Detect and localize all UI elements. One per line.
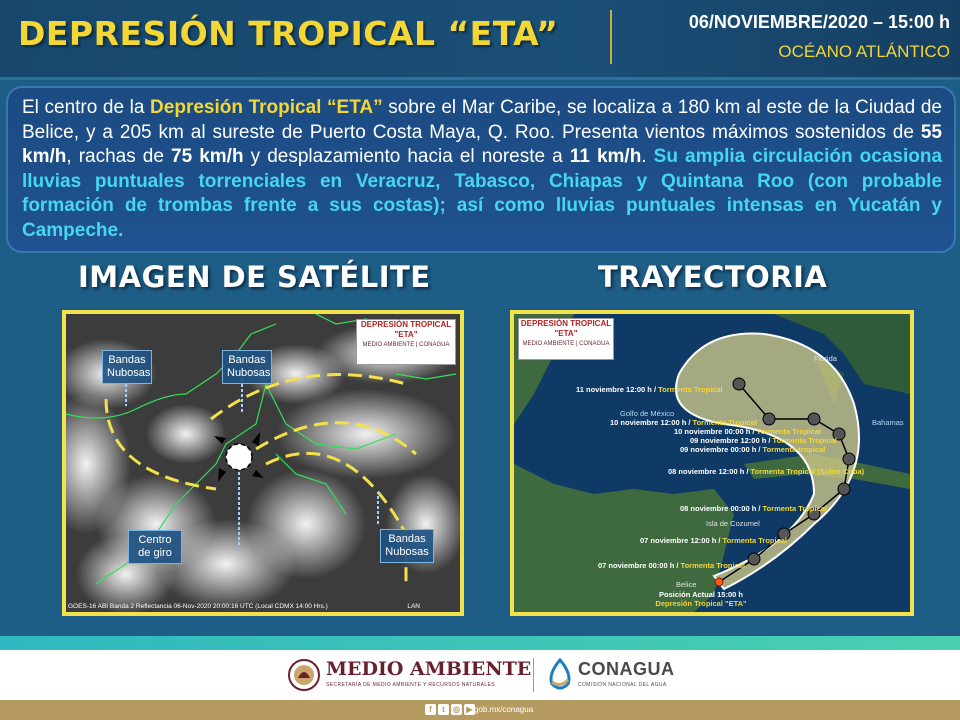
website-link[interactable]: gob.mx/conagua xyxy=(474,705,534,714)
trajectory-title-card: DEPRESIÓN TROPICAL "ETA" MEDIO AMBIENTE | CONAGUA xyxy=(518,318,614,360)
track-label-time: 10 noviembre 12:00 h / xyxy=(610,418,693,427)
place-label-belize: Belice xyxy=(676,580,697,589)
current-position-label xyxy=(646,590,756,608)
track-label-time: 07 noviembre 12:00 h / xyxy=(640,536,723,545)
track-label xyxy=(576,385,723,394)
bulletin-text xyxy=(6,86,956,253)
satellite-title-card: DEPRESIÓN TROPICAL "ETA" MEDIO AMBIENTE | CONAGUA xyxy=(356,319,456,365)
bottom-bar xyxy=(0,700,960,720)
track-label-time: 07 noviembre 00:00 h / xyxy=(598,561,681,570)
youtube-icon[interactable]: ▶ xyxy=(464,704,475,715)
track-label xyxy=(680,445,825,454)
track-label-state: Tormenta Tropical xyxy=(658,385,723,394)
movement-speed-value: 11 km/h xyxy=(569,146,642,168)
satellite-image-panel xyxy=(62,310,464,616)
bulletin-text-part: sobre el Mar Caribe, se localiza a 180 km al este de la Ciudad de Belice, y a 205 km al sureste de Puerto Costa Maya, Q. Roo. Presenta vientos máximos sostenidos de xyxy=(22,97,942,143)
footer-divider xyxy=(533,658,534,692)
place-label-cozumel: Isla de Cozumel xyxy=(706,519,760,528)
header-bar xyxy=(0,0,960,80)
track-label-time: 10 noviembre 00:00 h / xyxy=(674,427,757,436)
place-label-bahamas: Bahamas xyxy=(872,418,904,427)
callout-bands-1: Bandas Nubosas xyxy=(102,350,152,384)
track-label xyxy=(640,536,787,545)
satellite-card-logo-1: MEDIO AMBIENTE xyxy=(362,342,415,348)
trajectory-card-title: DEPRESIÓN TROPICAL xyxy=(520,319,612,328)
satellite-card-logo-2: CONAGUA xyxy=(419,342,450,348)
track-label-time: 08 noviembre 12:00 h / xyxy=(668,467,751,476)
satellite-caption-logo: LAN xyxy=(407,603,420,610)
track-label-time: 09 noviembre 12:00 h / xyxy=(690,436,773,445)
bulletin-text-part: . xyxy=(641,146,654,168)
bulletin-text-part: , rachas de xyxy=(66,146,172,168)
track-label xyxy=(598,561,745,570)
trajectory-map-panel xyxy=(510,310,914,616)
social-links xyxy=(425,704,475,715)
track-label-state: Tormenta Tropical (Sobre Cuba) xyxy=(750,467,865,476)
bulletin-date: 06/NOVIEMBRE/2020 – 15:00 h xyxy=(688,12,950,32)
track-label-state: Tormenta Tropical xyxy=(762,504,828,513)
track-label xyxy=(668,467,864,476)
conagua-subtitle: COMISIÓN NACIONAL DEL AGUA xyxy=(578,682,667,688)
callout-bands-2: Bandas Nubosas xyxy=(222,350,272,384)
track-label-state: Tormenta Tropical xyxy=(756,427,822,436)
conagua-logo: CONAGUA xyxy=(578,659,675,679)
satellite-card-name: "ETA" xyxy=(394,330,418,339)
ocean-label: OCÉANO ATLÁNTICO xyxy=(778,42,950,61)
track-label-state: Tormenta Tropical xyxy=(692,418,758,427)
track-label xyxy=(690,436,837,445)
footer-accent-strip xyxy=(0,636,960,650)
satellite-card-title: DEPRESIÓN TROPICAL xyxy=(360,320,452,329)
conagua-drop-icon xyxy=(546,658,574,692)
header-divider xyxy=(610,10,612,64)
storm-name-highlight: Depresión Tropical “ETA” xyxy=(150,97,383,118)
page-title: DEPRESIÓN TROPICAL “ETA” xyxy=(18,14,559,53)
track-label-state: Tormenta tropical xyxy=(762,445,826,454)
track-label-time: 09 noviembre 00:00 h / xyxy=(680,445,763,454)
rainfall-highlight: Su amplia circulación ocasiona lluvias puntuales torrenciales en Veracruz, Tabasco, Chiapas y Quintana Roo (con probable formación de trombas frente a sus costas); así como lluvias puntuales intensas en Yucatán y Campeche. xyxy=(22,146,943,241)
current-position-state: Depresión Tropical "ETA" xyxy=(655,599,747,608)
trajectory-card-logo-2: CONAGUA xyxy=(579,341,610,347)
place-label-florida: Florida xyxy=(814,354,837,363)
trajectory-card-name: "ETA" xyxy=(554,329,578,338)
place-label-gulf: Golfo de México xyxy=(620,409,675,418)
track-label-state: Tormenta Tropical xyxy=(680,561,746,570)
gust-value: 75 km/h xyxy=(171,146,244,168)
track-label xyxy=(674,427,821,436)
track-label-time: 11 noviembre 12:00 h / xyxy=(576,385,659,394)
satellite-caption: GOES-16 ABI Banda 2 Reflectancia 06-Nov-2020 20:00:16 UTC (Local CDMX 14:00 Hrs.) xyxy=(68,603,328,610)
callout-bands-3: Bandas Nubosas xyxy=(380,529,434,563)
bulletin-text-part: El centro de la xyxy=(22,97,151,118)
callout-center: Centro de giro xyxy=(128,530,182,564)
track-label-state: Tormenta Tropical xyxy=(722,536,788,545)
twitter-icon[interactable]: t xyxy=(438,704,449,715)
trajectory-section-title: TRAYECTORIA xyxy=(598,260,828,294)
satellite-section-title: IMAGEN DE SATÉLITE xyxy=(78,260,431,294)
bulletin-text-part: y desplazamiento hacia el noreste a xyxy=(243,146,570,168)
track-label-state: Tormenta Tropical xyxy=(772,436,838,445)
instagram-icon[interactable]: ◎ xyxy=(451,704,462,715)
medio-ambiente-subtitle: SECRETARÍA DE MEDIO AMBIENTE Y RECURSOS NATURALES xyxy=(326,682,495,688)
track-label xyxy=(680,504,827,513)
max-wind-value: 55 km/h xyxy=(22,121,942,168)
facebook-icon[interactable]: f xyxy=(425,704,436,715)
eagle-seal-icon xyxy=(288,656,320,694)
medio-ambiente-logo: MEDIO AMBIENTE xyxy=(326,658,532,680)
track-label-time: 08 noviembre 00:00 h / xyxy=(680,504,763,513)
current-position-time: Posición Actual 15:00 h xyxy=(659,590,743,599)
footer xyxy=(0,650,960,700)
track-label xyxy=(610,418,757,427)
trajectory-card-logo-1: MEDIO AMBIENTE xyxy=(522,341,575,347)
